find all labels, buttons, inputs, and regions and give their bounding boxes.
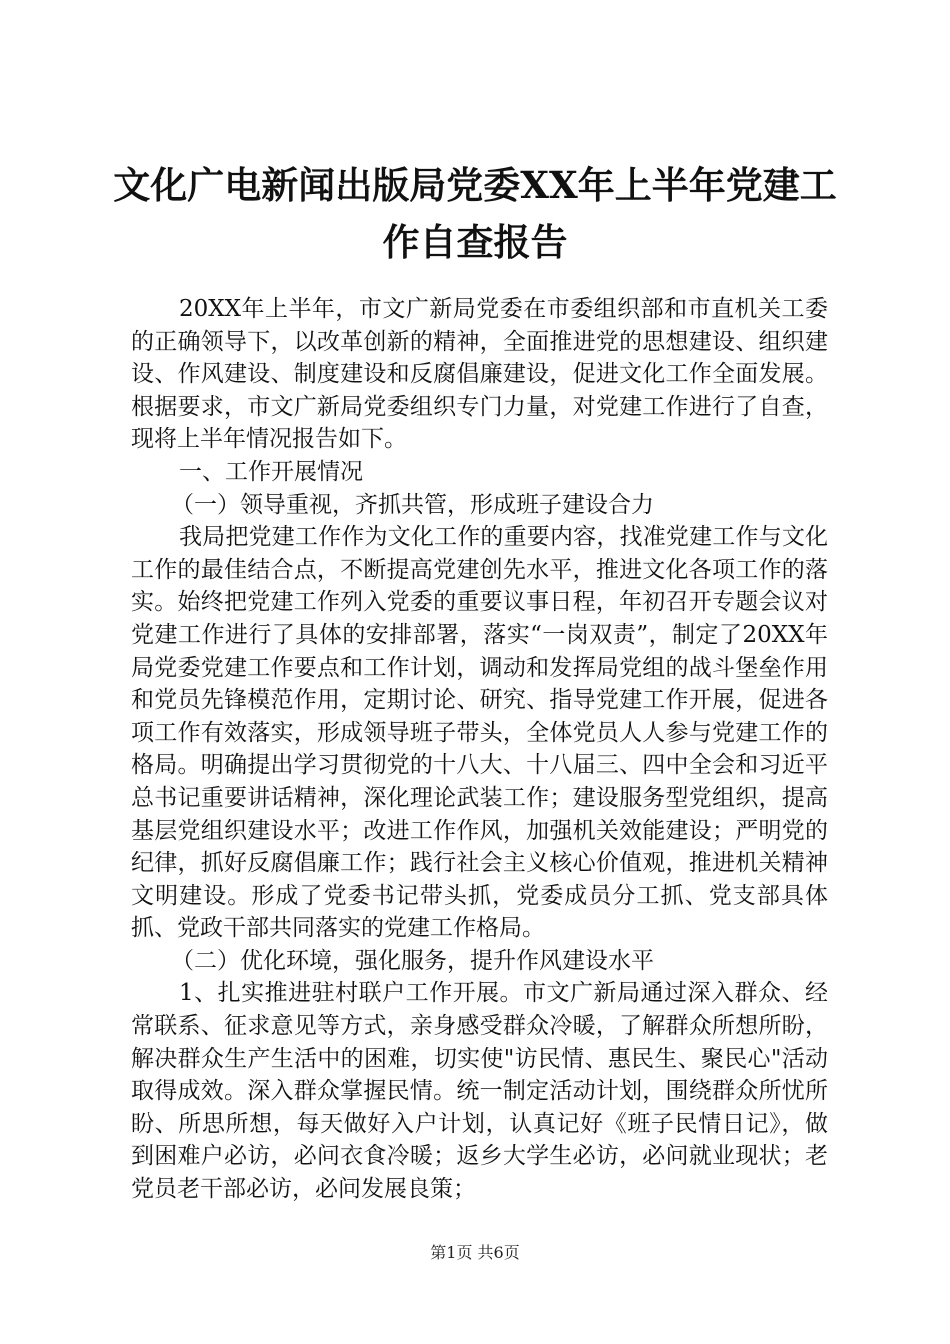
document-title: 文化广电新闻出版局党委XX年上半年党建工作自查报告 bbox=[113, 163, 837, 264]
body-paragraph-2: 1、扎实推进驻村联户工作开展。市文广新局通过深入群众、经常联系、征求意见等方式，亲身感受群众冷暖，了解群众所想所盼，解决群众生产生活中的困难，切实使"访民情、惠民生、聚民心"活动取得成效。深入群众掌握民情。统一制定活动计划，围绕群众所忧所盼、所思所想，每天做好入户计划，认真记好《班子民情日记》，做到困难户必访，必问衣食冷暖；返乡大学生必访，必问就业现状；老党员老干部必访，必问发展良策； bbox=[131, 980, 828, 1203]
page-footer: 第1页 共6页 bbox=[430, 1243, 520, 1262]
intro-paragraph: 20XX年上半年，市文广新局党委在市委组织部和市直机关工委的正确领导下，以改革创新的精神，全面推进党的思想建设、组织建设、作风建设、制度建设和反腐倡廉建设，促进文化工作全面发展。根据要求，市文广新局党委组织专门力量，对党建工作进行了自查，现将上半年情况报告如下。 bbox=[131, 296, 828, 453]
subsection-heading-2: （二）优化环境，强化服务，提升作风建设水平 bbox=[171, 947, 654, 974]
document-body bbox=[131, 293, 828, 1206]
body-paragraph-1: 我局把党建工作作为文化工作的重要内容，找准党建工作与文化工作的最佳结合点，不断提高党建创先水平，推进文化各项工作的落实。始终把党建工作列入党委的重要议事日程，年初召开专题会议对党建工作进行了具体的安排部署，落实“一岗双责”，制定了20XX年局党委党建工作要点和工作计划，调动和发挥局党组的战斗堡垒作用和党员先锋模范作用，定期讨论、研究、指导党建工作开展，促进各项工作有效落实，形成领导班子带头，全体党员人人参与党建工作的格局。明确提出学习贯彻党的十八大、十八届三、四中全会和习近平总书记重要讲话精神，深化理论武装工作；建设服务型党组织，提高基层党组织建设水平；改进工作作风，加强机关效能建设；严明党的纪律，抓好反腐倡廉工作；践行社会主义核心价值观，推进机关精神文明建设。形成了党委书记带头抓，党委成员分工抓、党支部具体抓、党政干部共同落实的党建工作格局。 bbox=[131, 524, 828, 942]
subsection-heading-1: （一）领导重视，齐抓共管，形成班子建设合力 bbox=[171, 491, 654, 518]
section-heading-1: 一、工作开展情况 bbox=[179, 458, 363, 485]
